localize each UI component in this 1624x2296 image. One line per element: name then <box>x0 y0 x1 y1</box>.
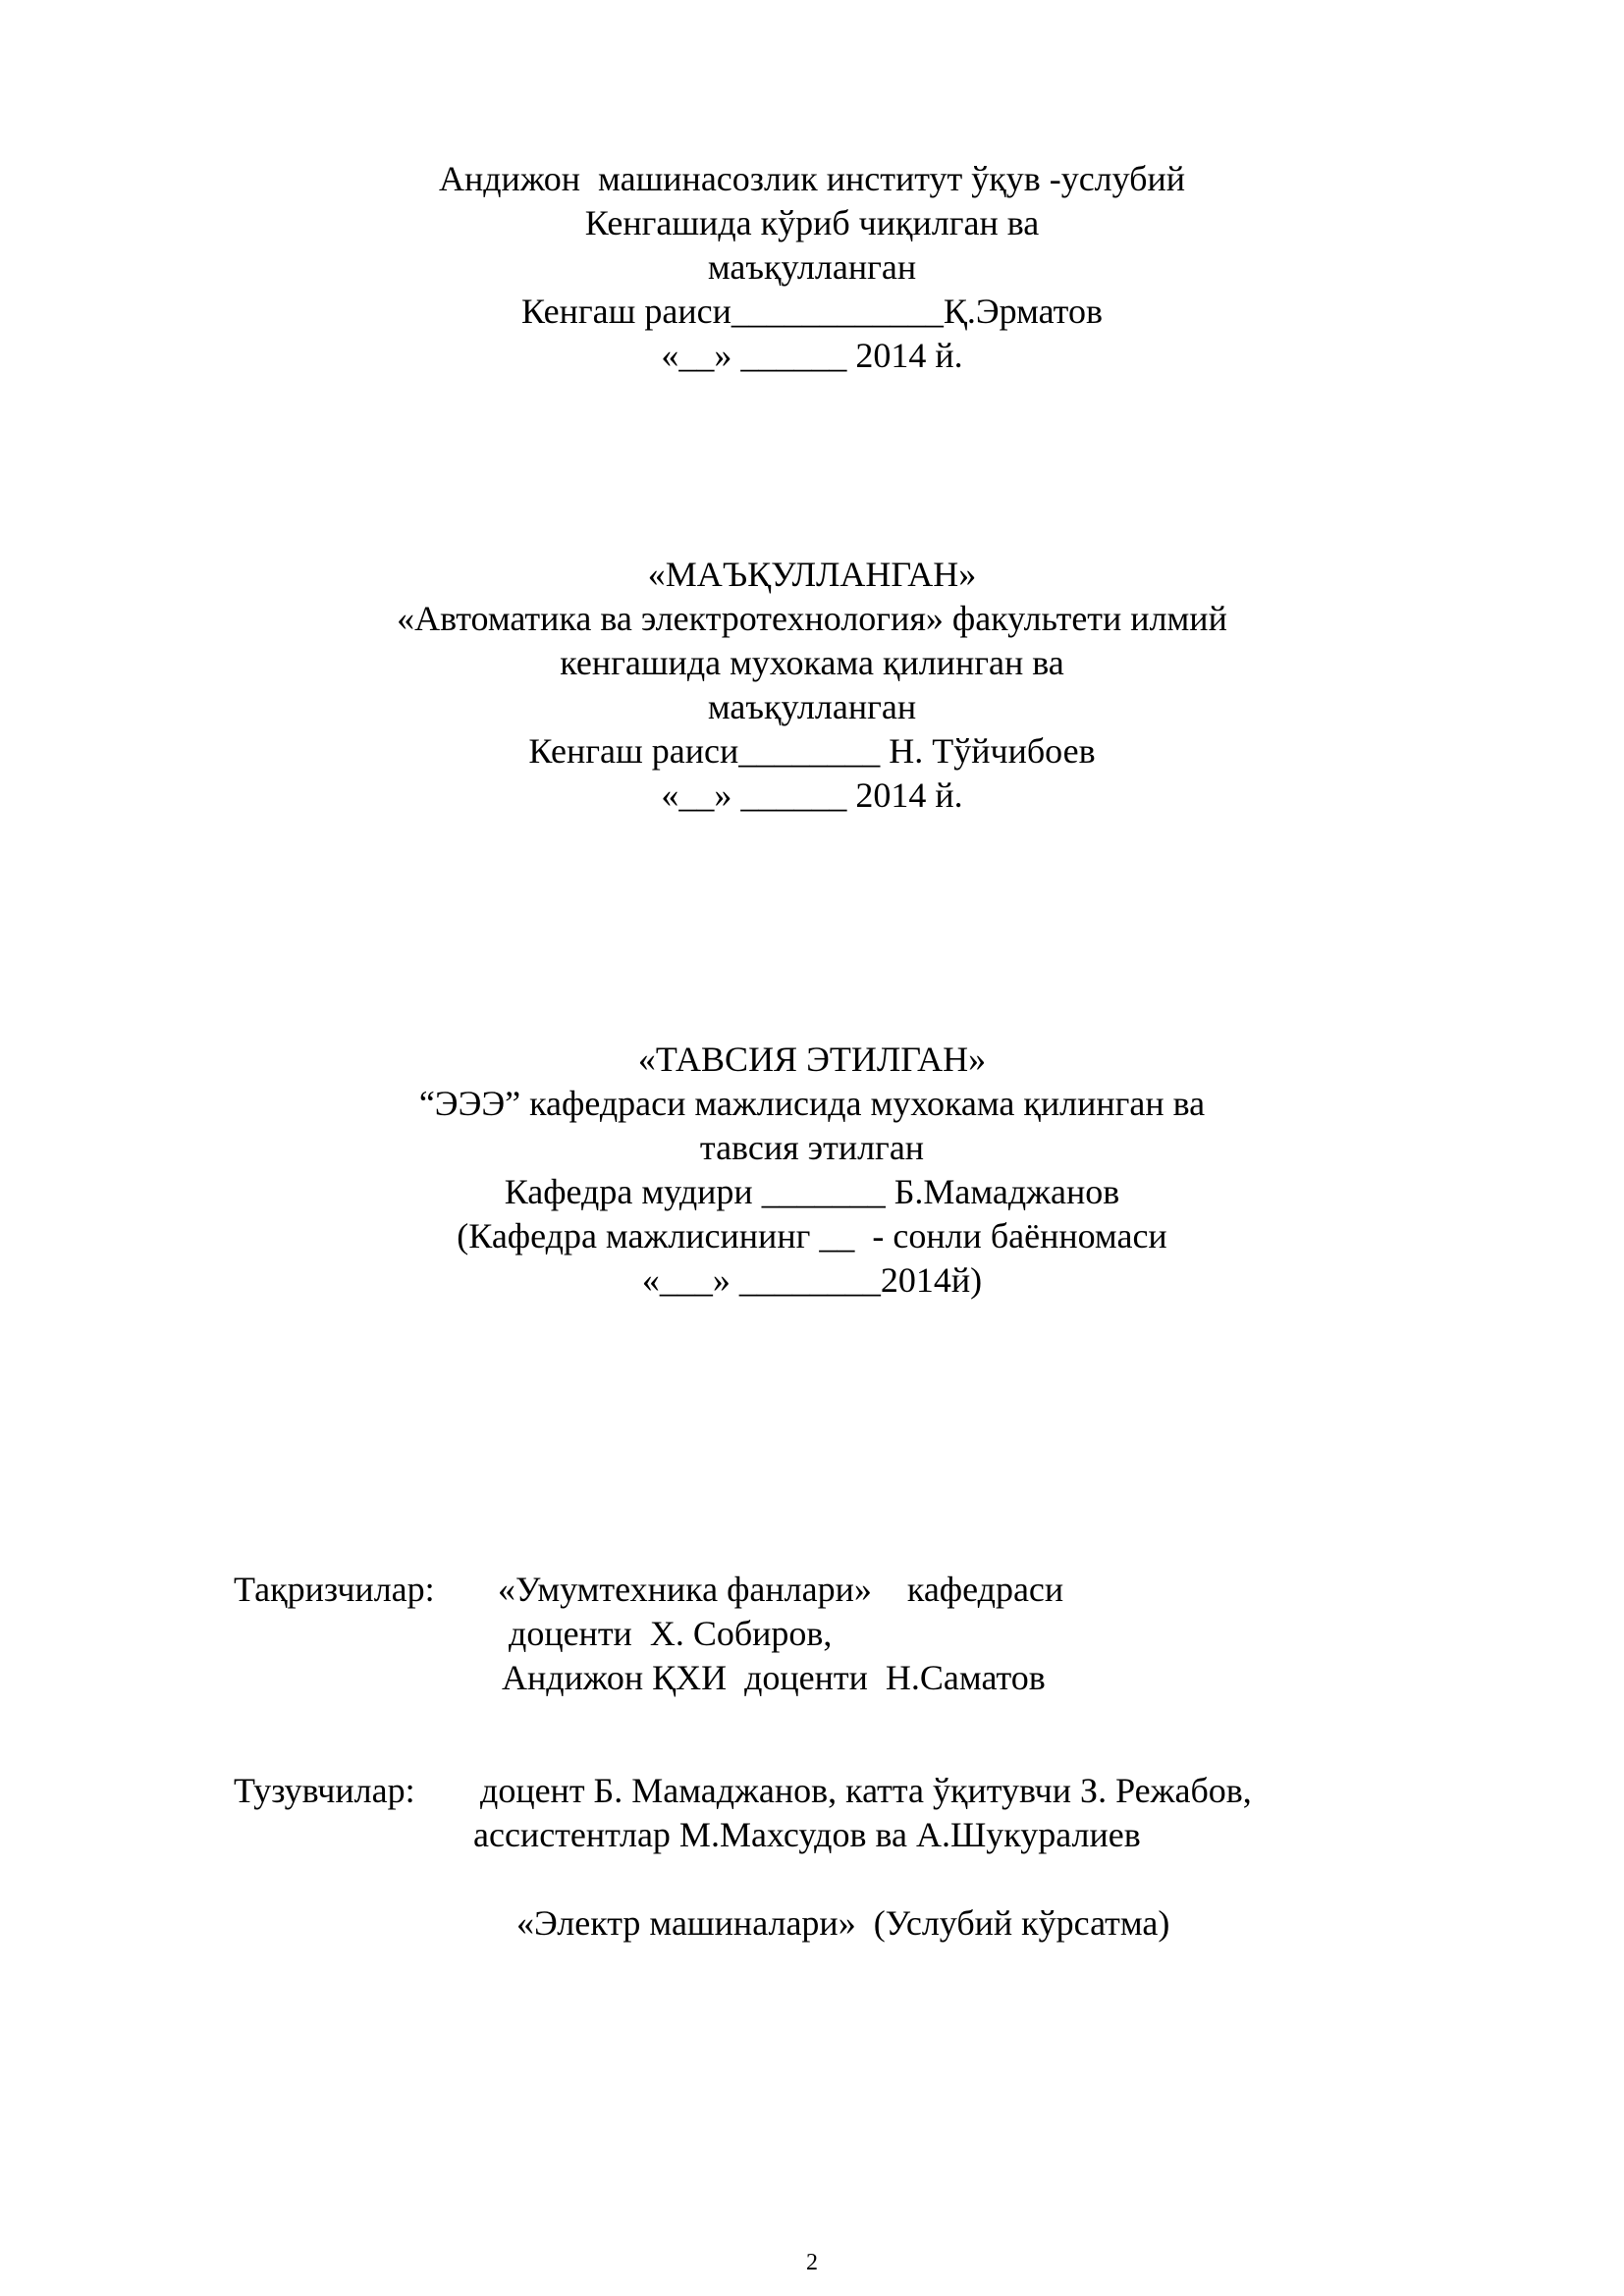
council-chair-signature: Кенгаш раиси____________Қ.Эрматов <box>521 292 1103 331</box>
department-recommendation <box>0 1038 1624 1303</box>
reviewer-line: Андижон ҚХИ доценти Н.Саматов <box>502 1658 1046 1697</box>
compilers-label: Тузувчилар: <box>234 1771 415 1810</box>
approval-line: «Автоматика ва электротехнология» факультети илмий <box>397 599 1227 638</box>
faculty-council-approval <box>0 553 1624 818</box>
approval-line: Кенгашида кўриб чиқилган ва <box>584 203 1040 242</box>
approval-line: кенгашида мухокама қилинган ва <box>560 643 1064 682</box>
approval-heading: «МАЪҚУЛЛАНГАН» <box>647 555 977 594</box>
recommendation-date: «___» ________2014й) <box>641 1260 983 1300</box>
approval-date: «__» ______ 2014 й. <box>661 336 963 375</box>
approval-line: маъқулланган <box>707 687 917 726</box>
approval-line: маъқулланган <box>707 247 917 287</box>
minutes-reference: (Кафедра мажлисининг __ - сонли баённомаси <box>457 1216 1167 1255</box>
page-number: 2 <box>806 2250 818 2275</box>
reviewer-line: «Умумтехника фанлари» кафедраси <box>498 1570 1064 1609</box>
council-chair-signature: Кенгаш раиси________ Н. Тўйчибоев <box>528 731 1096 771</box>
institute-council-approval <box>0 157 1624 378</box>
approval-line: Андижон машинасозлик институт ўқув -услубий <box>438 159 1186 198</box>
reviewers-label: Тақризчилар: <box>234 1570 435 1609</box>
recommendation-heading: «ТАВСИЯ ЭТИЛГАН» <box>637 1040 987 1079</box>
reviewer-line: доценти Х. Собиров, <box>509 1614 833 1653</box>
recommendation-line: тавсия этилган <box>699 1128 925 1167</box>
department-head-signature: Кафедра мудири _______ Б.Мамаджанов <box>504 1172 1120 1211</box>
compiler-line: доцент Б. Мамаджанов, катта ўқитувчи З. Режабов, <box>480 1771 1252 1810</box>
compiler-line: ассистентлар М.Махсудов ва А.Шукуралиев <box>473 1815 1141 1854</box>
document-title: «Электр машиналари» (Услубий кўрсатма) <box>516 1903 1170 1943</box>
approval-date: «__» ______ 2014 й. <box>661 775 963 815</box>
recommendation-line: “ЭЭЭ” кафедраси мажлисида мухокама қилинган ва <box>418 1084 1206 1123</box>
